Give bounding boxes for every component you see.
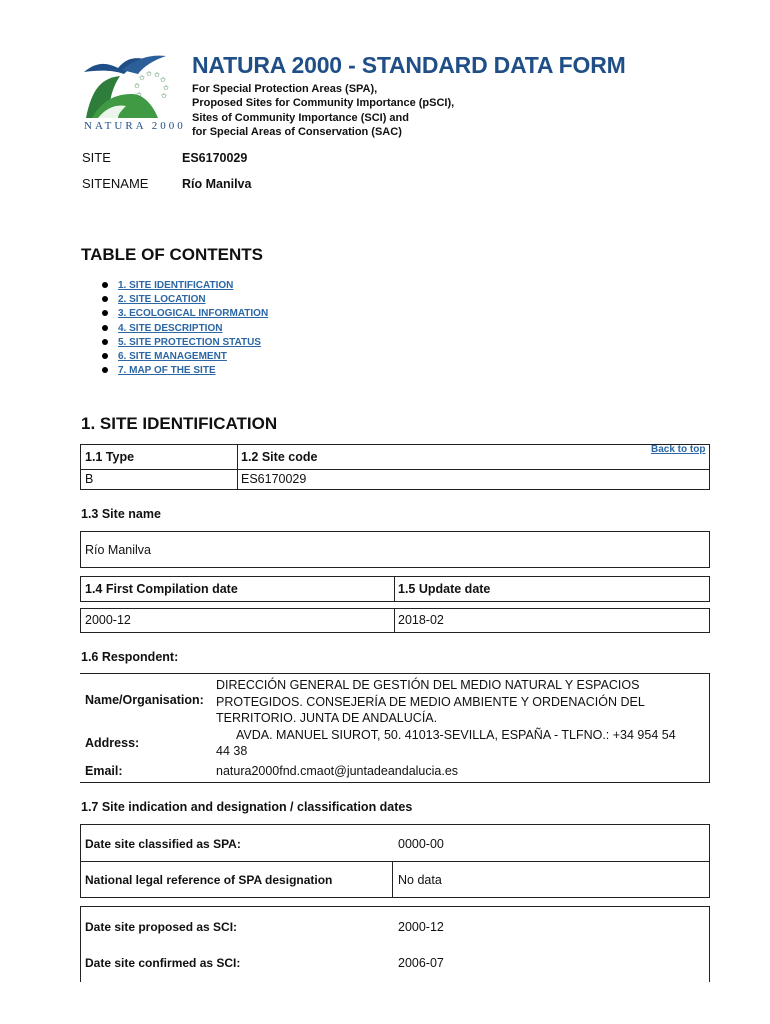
toc-link-site-location[interactable]: 2. SITE LOCATION: [118, 294, 206, 306]
toc-link-site-identification[interactable]: 1. SITE IDENTIFICATION: [118, 280, 234, 291]
update-date-label: 1.5 Update date: [398, 582, 491, 596]
toc-item: [100, 322, 268, 336]
org-line: TERRITORIO. JUNTA DE ANDALUCÍA.: [216, 711, 438, 725]
sci-confirmed-value: 2006-07: [398, 956, 444, 970]
org-label: Name/Organisation:: [85, 693, 204, 707]
email-value: natura2000fnd.cmaot@juntadeandalucia.es: [216, 764, 459, 778]
type-code-table: [80, 444, 710, 490]
org-value: [216, 677, 645, 727]
svg-text:✩: ✩: [154, 71, 160, 79]
logo-text: NATURA 2000: [84, 120, 186, 132]
sci-proposed-value: 2000-12: [398, 920, 444, 934]
spa-classified-value: 0000-00: [398, 837, 444, 851]
dates-value-row: [80, 608, 710, 633]
site-label: SITE: [82, 150, 111, 165]
update-date-value: 2018-02: [398, 613, 444, 627]
site-code-value: ES6170029: [182, 151, 248, 165]
first-compilation-label: 1.4 First Compilation date: [85, 582, 238, 596]
sitename-label: SITENAME: [82, 176, 149, 191]
sci-table: [80, 906, 710, 982]
svg-text:✩: ✩: [161, 92, 167, 100]
org-line: PROTEGIDOS. CONSEJERÍA DE MEDIO AMBIENTE Y ORDENACIÓN DEL: [216, 694, 645, 709]
toc-item: [100, 336, 268, 350]
svg-text:✩: ✩: [146, 70, 152, 78]
spa-table: [80, 824, 710, 898]
toc-list: [100, 279, 268, 378]
form-subtitle: [192, 82, 454, 140]
subtitle-line: For Special Protection Areas (SPA),: [192, 83, 378, 95]
org-line: DIRECCIÓN GENERAL DE GESTIÓN DEL MEDIO NATURAL Y ESPACIOS: [216, 678, 640, 692]
type-value: B: [85, 472, 94, 486]
address-line: 44 38: [216, 743, 248, 758]
subtitle-line: for Special Areas of Conservation (SAC): [192, 126, 402, 139]
toc-title: TABLE OF CONTENTS: [81, 245, 263, 264]
svg-text:✩: ✩: [136, 91, 142, 99]
toc-link-site-description[interactable]: 4. SITE DESCRIPTION: [118, 322, 223, 334]
site-code-label: 1.2 Site code: [241, 450, 318, 464]
site-name-box: [80, 531, 710, 568]
first-compilation-value: 2000-12: [85, 613, 131, 627]
spa-legal-ref-label: National legal reference of SPA designation: [85, 873, 333, 887]
spa-legal-ref-value: No data: [398, 873, 442, 887]
svg-text:✩: ✩: [163, 84, 169, 92]
back-to-top-link[interactable]: Back to top: [651, 444, 706, 455]
toc-link-site-protection-status[interactable]: 5. SITE PROTECTION STATUS: [118, 336, 261, 348]
address-line: AVDA. MANUEL SIUROT, 50. 41013-SEVILLA, ESPAÑA - TLFNO.: +34 954 54: [236, 728, 676, 742]
toc-link-map-of-site[interactable]: 7. MAP OF THE SITE: [118, 365, 216, 377]
svg-text:✩: ✩: [139, 74, 145, 82]
natura-2000-logo: [82, 48, 184, 134]
address-value: [216, 728, 676, 759]
designation-heading: 1.7 Site indication and designation / classification dates: [81, 800, 413, 814]
respondent-heading: 1.6 Respondent:: [81, 650, 179, 664]
toc-link-ecological-information[interactable]: 3. ECOLOGICAL INFORMATION: [118, 308, 269, 320]
spa-classified-label: Date site classified as SPA:: [85, 837, 241, 851]
site-name-value: Río Manilva: [85, 543, 151, 557]
toc-item: [100, 364, 268, 378]
respondent-table: [80, 673, 710, 783]
toc-item: [100, 279, 268, 293]
sitename-value: Río Manilva: [182, 177, 252, 191]
toc-link-site-management[interactable]: 6. SITE MANAGEMENT: [118, 350, 227, 362]
site-code-cell: ES6170029: [241, 472, 307, 486]
sci-proposed-label: Date site proposed as SCI:: [85, 920, 238, 934]
section-1-title: 1. SITE IDENTIFICATION: [81, 414, 278, 433]
dates-header-row: [80, 576, 710, 602]
subtitle-line: Sites of Community Importance (SCI) and: [192, 111, 409, 124]
toc-item: [100, 293, 268, 307]
email-label: Email:: [85, 764, 123, 778]
svg-text:✩: ✩: [134, 82, 140, 90]
page-title: NATURA 2000 - STANDARD DATA FORM: [192, 52, 626, 78]
sci-confirmed-label: Date site confirmed as SCI:: [85, 956, 241, 970]
site-name-heading: 1.3 Site name: [81, 507, 161, 521]
type-label: 1.1 Type: [85, 450, 135, 464]
address-label: Address:: [85, 736, 140, 750]
toc-item: [100, 307, 268, 321]
svg-text:✩: ✩: [160, 76, 166, 84]
toc-item: [100, 350, 268, 364]
subtitle-line: Proposed Sites for Community Importance (pSCI),: [192, 97, 455, 110]
